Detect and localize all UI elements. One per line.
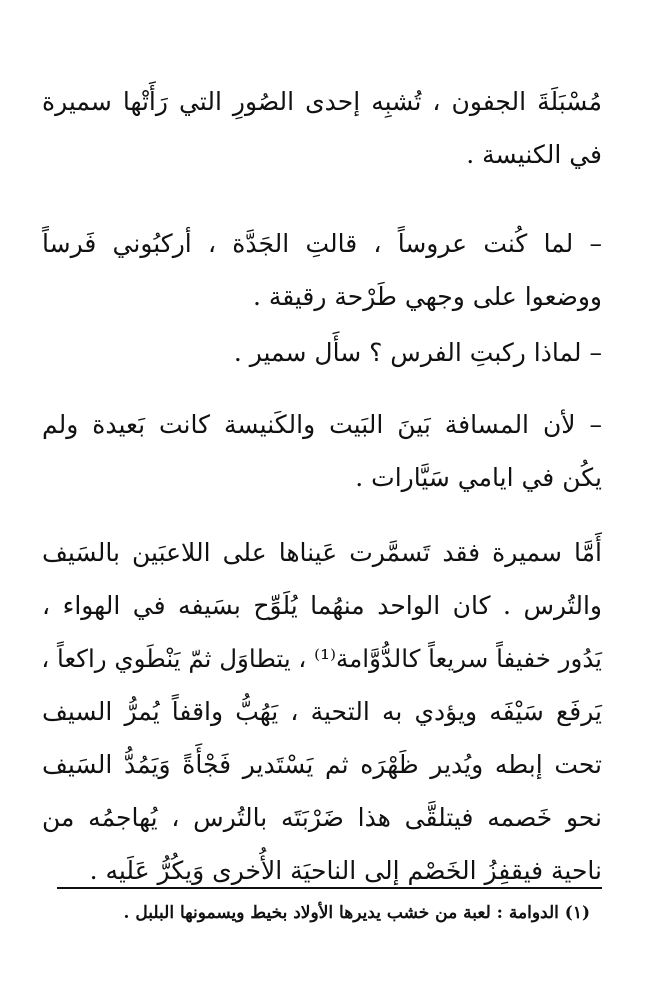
paragraph-3 [42,326,602,379]
text-line: في الكنيسة . [466,140,602,169]
text-line: نحو خَصمه فيتلقَّى هذا ضَرْبَتَه بالتُرس ، يُهاجمُه من [42,803,602,832]
footnote: (١) الدوامة : لعبة من خشب يديرها الأولاد بخيط ويسمونها البلبل . [123,903,590,923]
text-line: يَرفَع سَيْفَه ويؤدي به التحية ، يَهُبُّ واقفاً يُمرُّ السيف [42,697,602,726]
text-line: – لما كُنت عروساً ، قالتِ الجَدَّة ، أركبُوني فَرساً [42,229,602,258]
text-line: والتُرس . كان الواحد منهُما يُلَوِّح بسَيفه في الهواء ، [42,591,602,620]
paragraph-5 [42,526,602,897]
text-line: يكُن في ايامي سَيَّارات . [355,463,602,492]
text-line: أَمَّا سميرة فقد تَسمَّرت عَيناها على اللاعبَين بالسَيف [42,538,602,567]
text-line: ووضعوا على وجهي طَرْحة رقيقة . [252,282,602,311]
text-line: يَدُور خفيفاً سريعاً كالدُّوَّامة⁽¹⁾ ، يتطاوَل ثمّ يَنْطَوي راكعاً ، [41,644,602,673]
paragraph-4 [42,398,602,504]
text-line: تحت إبطه ويُدير ظَهْرَه ثم يَسْتَدير فَجْأَةً وَيَمُدُّ السَيف [42,750,602,779]
paragraph-2 [42,217,602,323]
text-line: ناحية فيقفِزُ الخَصْم إلى الناحيَة الأُخرى وَيكُرُّ عَلَيه . [89,856,602,885]
text-line: – لماذا ركبتِ الفرس ؟ سأَل سمير . [233,338,602,367]
text-line: – لأن المسافة بَينَ البَيت والكَنيسة كانت بَعيدة ولم [42,410,602,439]
paragraph-1 [42,75,602,181]
footnote-divider [57,887,602,889]
text-line: مُسْبَلَةَ الجفون ، تُشبِه إحدى الصُورِ التي رَأَتْها سميرة [42,87,602,116]
